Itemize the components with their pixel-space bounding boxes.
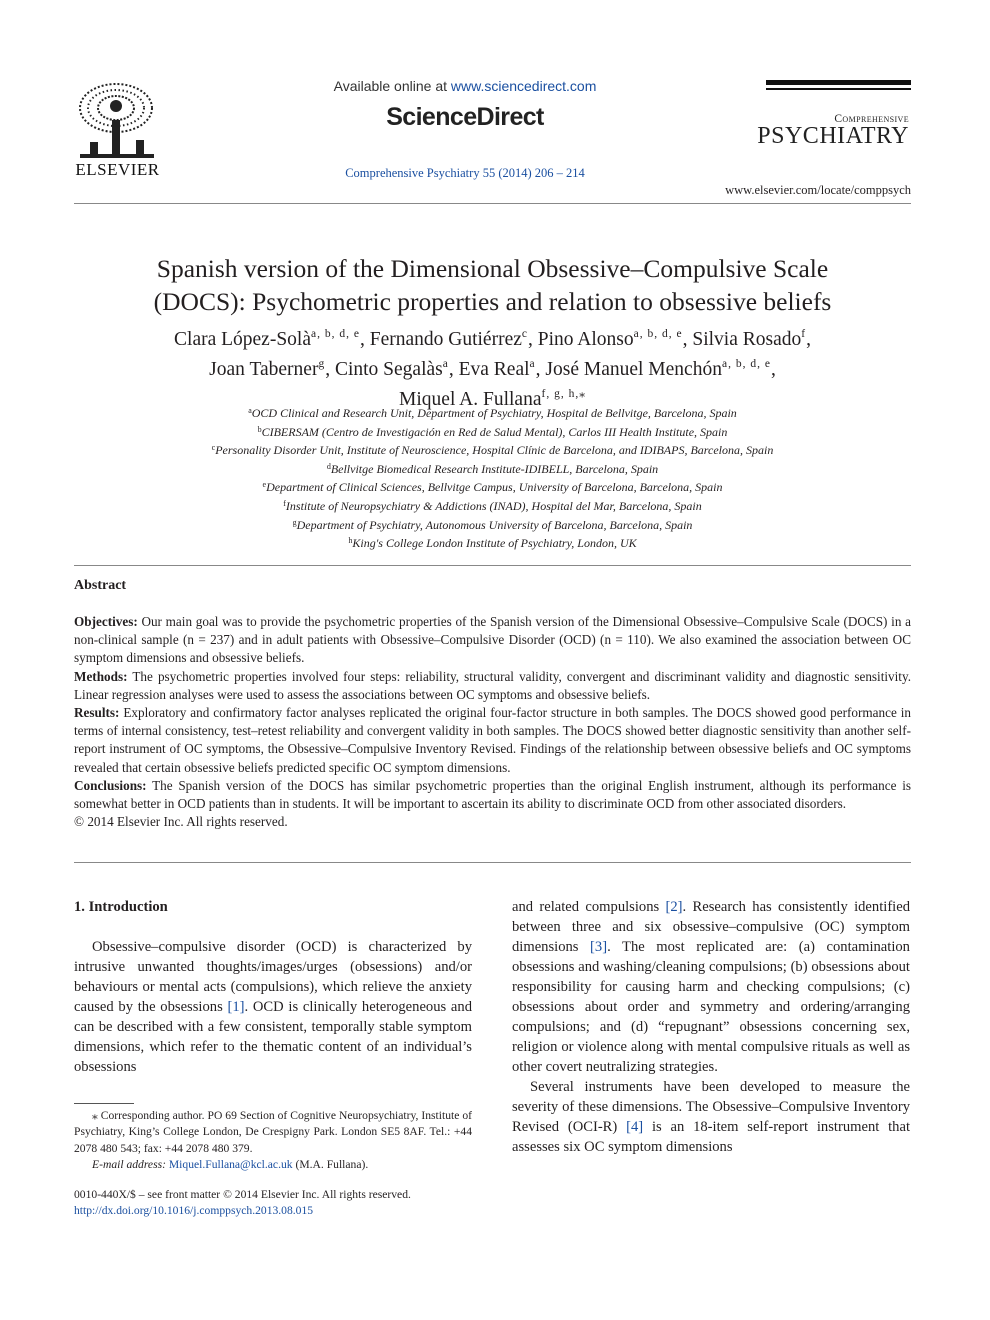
abstract-bottom-divider: [74, 862, 911, 863]
affiliation: [74, 422, 911, 441]
affiliation-text: Department of Clinical Sciences, Bellvitge Campus, University of Barcelona, Barcelona, Spain: [266, 480, 723, 495]
section-heading: 1. Introduction: [74, 899, 168, 915]
objectives-label: Objectives:: [74, 614, 138, 629]
journal-logo-bar: [766, 80, 911, 85]
author-affil-marks: a: [529, 358, 536, 370]
sciencedirect-url-link[interactable]: www.sciencedirect.com: [450, 78, 597, 94]
abstract-copyright: © 2014 Elsevier Inc. All rights reserved.: [74, 814, 288, 830]
abstract-results: [74, 704, 911, 777]
header-divider: [74, 203, 911, 204]
methods-label: Methods:: [74, 668, 128, 684]
reference-link-3[interactable]: [3]: [590, 939, 608, 955]
affiliation-text: Personality Disorder Unit, Institute of Neuroscience, Hospital Clínic de Barcelona, and IDIBAPS, Barcelona, Spain: [215, 443, 774, 458]
author-affil-marks: a, b, d, e: [721, 358, 771, 370]
conclusions-label: Conclusions:: [74, 777, 147, 793]
methods-text: The psychometric properties involved four steps: reliability, structural validity, convergent and discriminant validity and diagnostic sensitivity. Linear regression analyses were used to assess the associations between OC symptoms and obsessive beliefs.: [74, 668, 911, 702]
journal-logo-main-text: PSYCHIATRY: [757, 123, 909, 149]
corresponding-author-footnote: [74, 1108, 472, 1174]
abstract-conclusions: [74, 777, 911, 813]
elsevier-wordmark: ELSEVIER: [75, 160, 160, 179]
affiliation: [74, 459, 911, 478]
author-name: Miquel A. Fullana: [399, 389, 542, 410]
affiliation-key: h: [348, 536, 353, 546]
affiliation: [74, 440, 911, 459]
author-affil-marks: f, g, h,⁎: [541, 388, 586, 400]
journal-logo-bar-thin: [766, 88, 911, 90]
affiliation-key: g: [292, 517, 297, 527]
reference-link-1[interactable]: [1]: [227, 999, 245, 1015]
author-separator: ,: [806, 329, 811, 350]
elsevier-tree-icon: [76, 80, 158, 160]
author-separator: ,: [448, 359, 459, 380]
journal-homepage-link[interactable]: www.elsevier.com/locate/comppsych: [725, 183, 911, 197]
body-column-left: [74, 897, 472, 1077]
body-column-right: [512, 897, 910, 1157]
intro-paragraph-1: [74, 937, 472, 1077]
affiliation-text: Bellvitge Biomedical Research Institute-IDIBELL, Barcelona, Spain: [330, 461, 659, 476]
objectives-text: Our main goal was to provide the psychometric properties of the Spanish version of the Dimensional Obsessive–Compulsive Scale (DOCS) in a non-clinical sample (n = 237) and in adult patients with Obsessive–Compulsive Disorder (OCD) (n = 110). We also examined the association between OC symptom dimensions and obsessive beliefs.: [74, 614, 911, 666]
author-name: Cinto Segalàs: [334, 359, 443, 380]
email-line: [74, 1157, 472, 1173]
issn-line: 0010-440X/$ – see front matter © 2014 Elsevier Inc. All rights reserved.: [74, 1188, 411, 1201]
reference-link-2[interactable]: [2]: [665, 899, 683, 915]
affiliation-key: b: [257, 424, 262, 434]
available-prefix: Available online at: [333, 78, 451, 94]
paragraph-text: and related compulsions: [512, 899, 666, 915]
title-line-2: (DOCS): Psychometric properties and relation to obsessive beliefs: [153, 287, 832, 316]
affiliation-key: e: [262, 480, 267, 490]
abstract-top-divider: [74, 565, 911, 566]
abstract-body: [74, 613, 911, 831]
author-separator: ,: [359, 329, 370, 350]
conclusions-text: The Spanish version of the DOCS has similar psychometric properties than the original English instrument, although its performance is somewhat better in OCD patients than in students. It will be important to ascertain its ability to discriminate OCD from other associated disorders.: [74, 777, 911, 812]
affiliation-text: King's College London Institute of Psychiatry, London, UK: [352, 536, 637, 551]
affiliation-key: f: [283, 498, 286, 508]
affiliation-text: OCD Clinical and Research Unit, Department of Psychiatry, Hospital de Bellvitge, Barcelona, Spain: [251, 406, 737, 420]
author-name: Pino Alonso: [537, 329, 634, 350]
author-affil-marks: a: [442, 358, 449, 370]
author-separator: ,: [535, 359, 546, 380]
email-link[interactable]: Miquel.Fullana@kcl.ac.uk: [168, 1158, 293, 1172]
author-affil-marks: g: [318, 358, 326, 370]
paragraph-text: is an 18-item self-report instrument that assesses six OC symptom dimensions: [512, 1119, 910, 1155]
issn-footer: [74, 1187, 472, 1220]
author-separator: ,: [682, 329, 693, 350]
article-title: [74, 252, 911, 318]
intro-paragraph-1-cont: [512, 897, 910, 1077]
paragraph-text: Several instruments have been developed to measure the severity of these dimensions. The Obsessive–Compulsive Inventory Revised (OCI-R): [512, 1079, 910, 1135]
author-separator: ,: [770, 359, 776, 380]
author-list: [90, 322, 895, 412]
author-name: Clara López-Solà: [174, 329, 312, 350]
affiliation: [74, 477, 911, 496]
doi-link[interactable]: http://dx.doi.org/10.1016/j.comppsych.2013.08.015: [74, 1204, 314, 1218]
paragraph-text: . OCD is clinically heterogeneous and can be described with a few consistent, temporally stable symptom dimensions, which refer to the thematic content of an individual’s obsessions: [74, 999, 472, 1075]
available-online-line: [290, 78, 640, 94]
affiliation-text: CIBERSAM (Centro de Investigación en Red de Salud Mental), Carlos III Health Institute, Spain: [261, 424, 728, 439]
paragraph-text: Obsessive–compulsive disorder (OCD) is characterized by intrusive unwanted thoughts/images/urges (obsessions) and/or behaviours or mental acts (compulsions), which relieve the anxiety caused by the obsessions: [74, 939, 472, 1015]
author-affil-marks: a, b, d, e: [311, 328, 360, 340]
results-text: Exploratory and confirmatory factor analyses replicated the original four-factor structure in both samples. The DOCS showed good performance in terms of internal consistency, test–retest reliability and convergent validity in both samples. The DOCS showed better diagnostic sensitivity than another self-report instrument of OC symptoms, the Obsessive–Compulsive Inventory Revised. Findings of the relationship between obsessive beliefs and OC symptoms revealed that certain obsessive beliefs predicted specific OC symptom dimensions.: [74, 705, 911, 775]
author-name: Silvia Rosado: [692, 329, 802, 350]
email-suffix: (M.A. Fullana).: [292, 1158, 369, 1172]
abstract-objectives: [74, 613, 911, 668]
paragraph-text: . Research has consistently identified between three and six obsessive–compulsive (OC) symptom dimensions: [512, 899, 911, 955]
affiliation-key: d: [326, 461, 331, 471]
footnote-divider: [74, 1103, 134, 1104]
author-affil-marks: f: [801, 328, 807, 340]
affiliation: [74, 496, 911, 515]
abstract-heading: Abstract: [74, 578, 127, 593]
journal-logo: [757, 80, 911, 152]
affiliation: [74, 533, 911, 552]
abstract-methods: [74, 668, 911, 704]
author-name: Fernando Gutiérrez: [369, 329, 522, 350]
affiliation-list: [74, 403, 911, 552]
email-label: E-mail address:: [92, 1158, 166, 1172]
author-affil-marks: c: [521, 328, 528, 340]
journal-logo-top-text: Comprehensive: [834, 113, 909, 125]
author-name: Eva Real: [458, 359, 530, 380]
affiliation-key: c: [211, 443, 216, 453]
affiliation: [74, 515, 911, 534]
author-separator: ,: [528, 329, 538, 350]
sciencedirect-logo: ScienceDirect: [386, 103, 544, 131]
affiliation-key: a: [248, 406, 252, 415]
elsevier-logo: [70, 78, 165, 182]
affiliation: [74, 403, 911, 422]
author-affil-marks: a, b, d, e: [633, 328, 683, 340]
author-name: José Manuel Menchón: [545, 359, 722, 380]
corresponding-author-text: ⁎ Corresponding author. PO 69 Section of Cognitive Neuropsychiatry, Institute of Psychiatry, King’s College London, De Crespigny Park. London SE5 8AF. Tel.: +44 2078 480 543; fax: +44 2078 480 379.: [74, 1109, 472, 1155]
reference-link-4[interactable]: [4]: [626, 1119, 644, 1135]
affiliation-text: Department of Psychiatry, Autonomous University of Barcelona, Barcelona, Spain: [296, 517, 693, 532]
title-line-1: Spanish version of the Dimensional Obsessive–Compulsive Scale: [156, 254, 829, 283]
intro-paragraph-2: [512, 1077, 910, 1157]
paragraph-text: . The most replicated are: (a) contamination obsessions and washing/cleaning compulsions; (b) obsessions about responsibility for causing harm and checking compulsions; (c) obsessions about order and symmetry and ordering/arranging compulsions; and (d) “repugnant” obsessions concerning sex, religion or violence along with mental compulsive rituals as well as other covert neutralizing strategies.: [512, 939, 910, 1075]
author-separator: ,: [325, 359, 335, 380]
author-name: Joan Taberner: [209, 359, 319, 380]
journal-citation-link[interactable]: Comprehensive Psychiatry 55 (2014) 206 – 214: [345, 166, 585, 180]
affiliation-text: Institute of Neuropsychiatry & Addictions (INAD), Hospital del Mar, Barcelona, Spain: [285, 498, 702, 513]
results-label: Results:: [74, 705, 120, 721]
